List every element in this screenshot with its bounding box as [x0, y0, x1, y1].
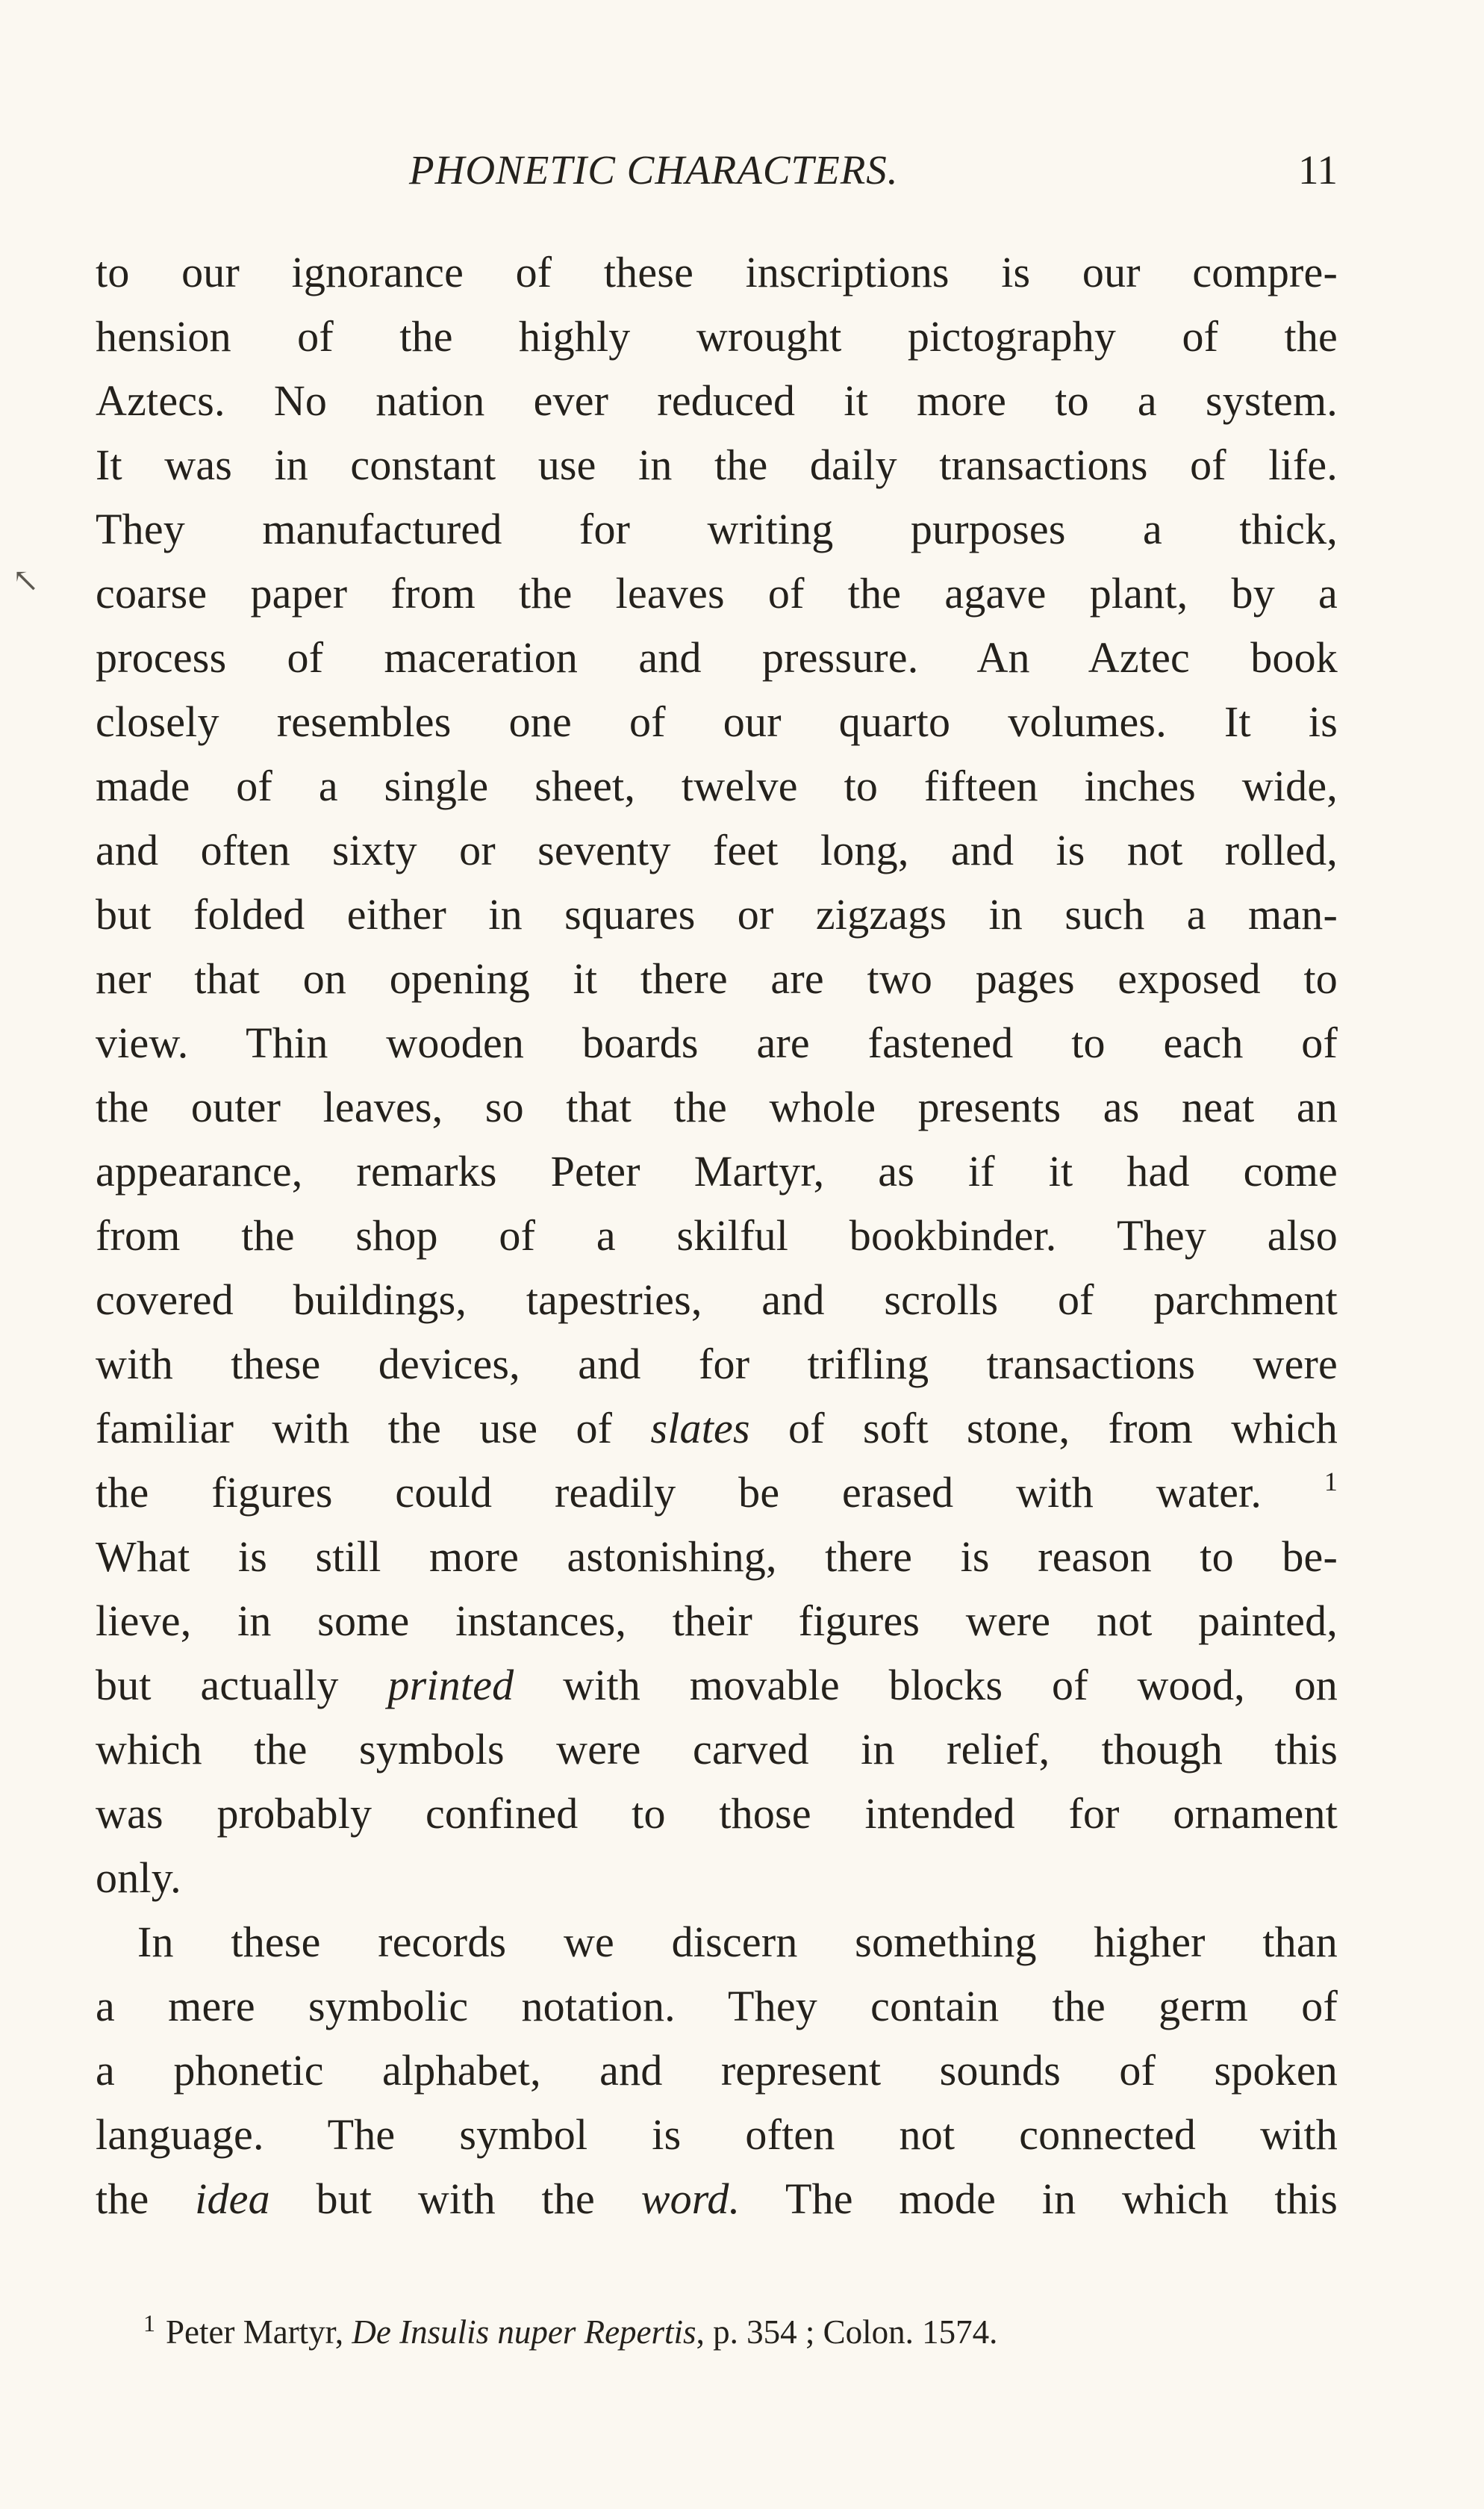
text-line: language. The symbol is often not connected with — [96, 2110, 1338, 2159]
text-line: the outer leaves, so that the whole presents as neat an — [96, 1083, 1338, 1131]
text-line: a mere symbolic notation. They contain the germ of — [96, 1982, 1338, 2030]
text-segment: the — [96, 2174, 196, 2223]
text-segment: The mode in which this — [740, 2174, 1338, 2223]
running-title: PHONETIC CHARACTERS. — [409, 147, 899, 193]
text-line: process of maceration and pressure. An Aztec book — [96, 633, 1338, 682]
text-line: only. — [96, 1853, 181, 1902]
text-line: ner that on opening it there are two pages exposed to — [96, 954, 1338, 1003]
text-line: What is still more astonishing, there is reason to be- — [96, 1532, 1338, 1581]
text-line: made of a single sheet, twelve to fifteen inches wide, — [96, 762, 1338, 810]
text-segment: with movable blocks of wood, on — [514, 1661, 1338, 1709]
text-line: view. Thin wooden boards are fastened to each of — [96, 1019, 1338, 1067]
text-line — [96, 1461, 1338, 1525]
text-line: and often sixty or seventy feet long, and is not rolled, — [96, 826, 1338, 874]
text-segment: but actually — [96, 1661, 388, 1709]
italic-word-idea: idea — [195, 2174, 270, 2223]
text-line: but folded either in squares or zigzags in such a man- — [96, 890, 1338, 939]
text-line: appearance, remarks Peter Martyr, as if it had come — [96, 1147, 1338, 1196]
text-line — [96, 1396, 1338, 1461]
footnote-text: Peter Martyr, — [166, 2313, 352, 2351]
page-number: 11 — [1298, 147, 1338, 193]
footnote-text: , p. 354 ; Colon. 1574. — [696, 2313, 998, 2351]
text-line: was probably confined to those intended for ornament — [96, 1789, 1338, 1838]
text-segment: but with the — [269, 2174, 641, 2223]
text-line: closely resembles one of our quarto volumes. It is — [96, 697, 1338, 746]
text-line: In these records we discern something higher than — [137, 1918, 1338, 1966]
text-line: hension of the highly wrought pictography of the — [96, 312, 1338, 361]
text-line: Aztecs. No nation ever reduced it more to a system. — [96, 376, 1338, 425]
text-line — [96, 1653, 1338, 1717]
text-line: It was in constant use in the daily transactions of life. — [96, 441, 1338, 489]
text-segment: familiar with the use of — [96, 1404, 651, 1452]
running-head — [96, 140, 1338, 200]
text-segment: the figures could readily be erased with water. — [96, 1468, 1262, 1517]
italic-word-word: word. — [640, 2174, 741, 2223]
text-line: to our ignorance of these inscriptions is our compre- — [96, 248, 1338, 296]
footnote-reference: 1 — [1324, 1467, 1338, 1496]
margin-arrow-icon: ↖ — [12, 562, 40, 599]
body-text — [96, 240, 1338, 2231]
italic-word-printed: printed — [387, 1661, 514, 1709]
text-line: They manufactured for writing purposes a thick, — [96, 505, 1338, 553]
text-line: which the symbols were carved in relief, though this — [96, 1725, 1338, 1773]
text-line: coarse paper from the leaves of the agave plant, by a — [96, 569, 1338, 618]
italic-word-slates: slates — [650, 1404, 750, 1452]
text-line: from the shop of a skilful bookbinder. They also — [96, 1211, 1338, 1260]
text-line: covered buildings, tapestries, and scrolls of parchment — [96, 1275, 1338, 1324]
text-line: a phonetic alphabet, and represent sounds of spoken — [96, 2046, 1338, 2095]
text-line — [96, 2167, 1338, 2231]
footnote-title: De Insulis nuper Repertis — [352, 2313, 696, 2351]
text-line: lieve, in some instances, their figures were not painted, — [96, 1597, 1338, 1645]
footnote — [96, 2306, 1338, 2358]
text-line: with these devices, and for trifling transactions were — [96, 1340, 1338, 1388]
text-segment: of soft stone, from which — [749, 1404, 1338, 1452]
footnote-marker: 1 — [143, 2310, 155, 2337]
